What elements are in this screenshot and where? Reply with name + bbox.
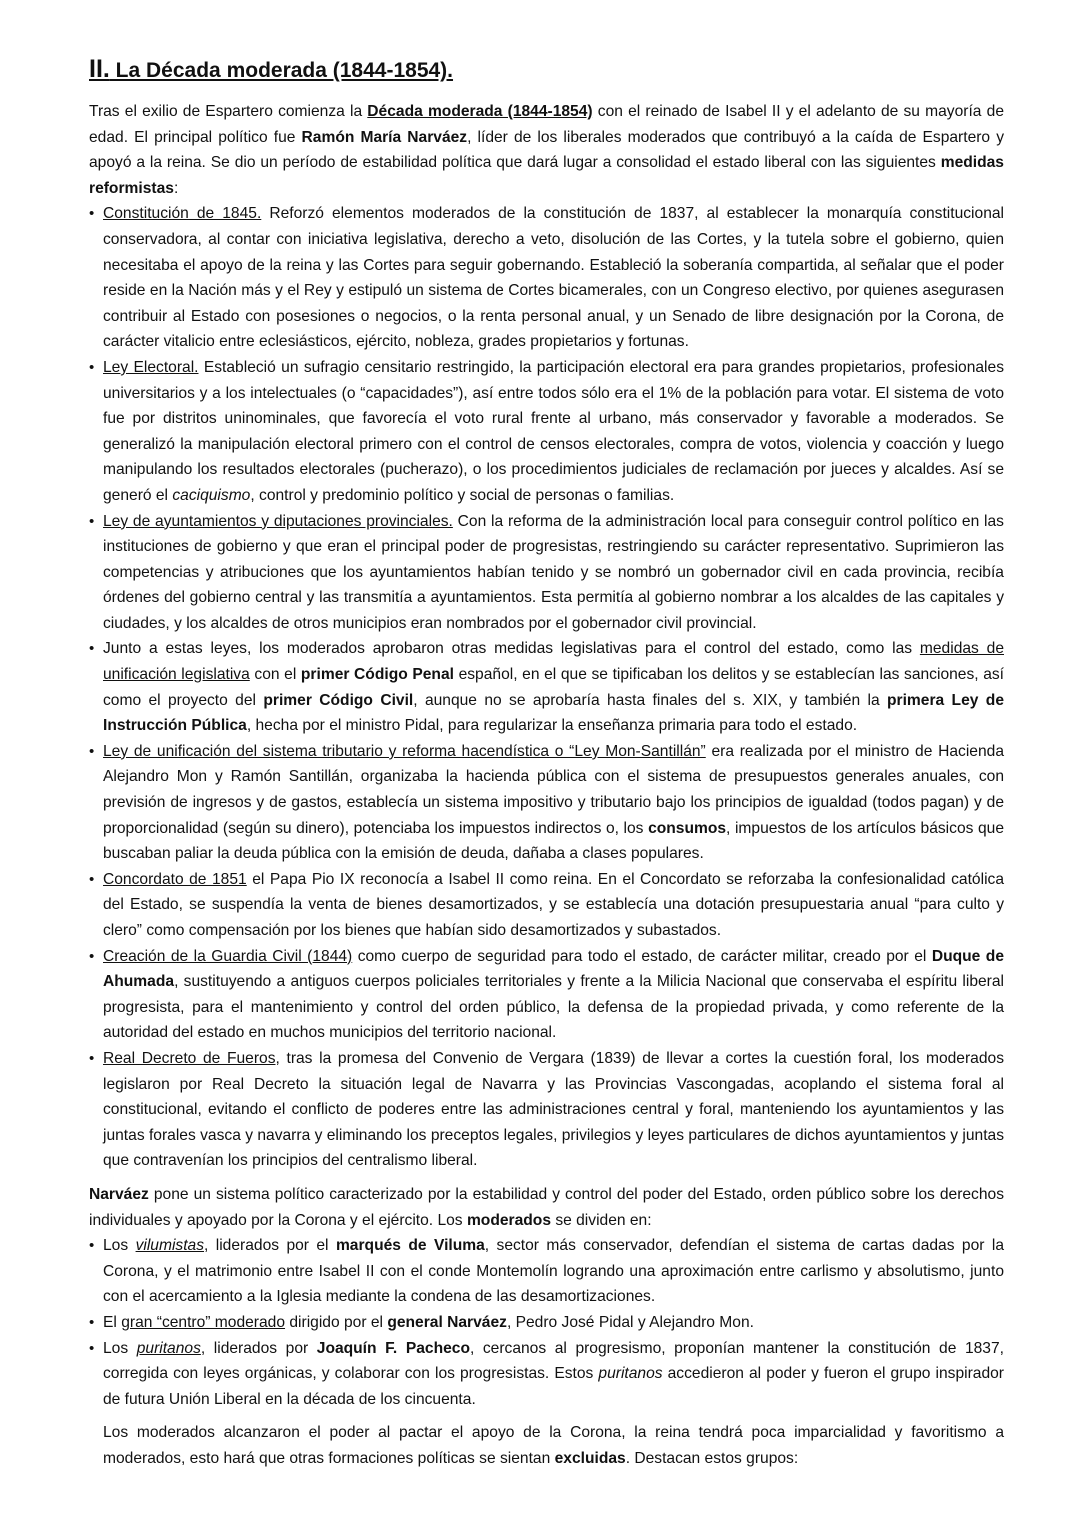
item-text: dirigido por el: [285, 1313, 388, 1331]
item-title: Ley de unificación del sistema tributario y reforma hacendística o “Ley Mon-Santillán”: [103, 742, 706, 760]
item-text: , Pedro José Pidal y Alejandro Mon.: [506, 1313, 754, 1331]
item-text: Estableció un sufragio censitario restringido, la participación electoral era para grandes propietarios, profesionales universitarios y a los intelectuales (o “capacidades”), así entre todos sólo era el 1% de la población para votar. El sistema de voto fue por distritos uninominales, que favorecía el voto rural frente al urbano, más conservador y favorable a moderados. Se generalizó la manipulación electoral primero con el control de censos electorales, compra de votos, violencia y coacción y luego manipulando los resultados electorales (pucherazo), o los procedimientos judiciales de reclamación por jueces y alcaldes. Así se generó el: [103, 358, 1004, 504]
narvaez-name: Narváez: [89, 1185, 149, 1203]
unificacion-term: medidas de unificación legislativa: [103, 640, 1004, 684]
medidas-reformistas-term: medidas reformistas: [89, 154, 1004, 197]
item-title: Creación de la Guardia Civil (1844): [103, 947, 353, 965]
puritanos-term: puritanos: [136, 1339, 201, 1357]
puritanos-term: puritanos: [598, 1365, 663, 1383]
text-span: pone un sistema político caracterizado por la estabilidad y control del poder del Estado, orden público sobre los derechos individuales y apoyado por la Corona y el ejército. Los: [89, 1185, 1004, 1229]
consumos-term: consumos: [648, 819, 727, 837]
item-text: , tras la promesa del Convenio de Vergara (1839) de llevar a cortes la cuestión foral, los moderados legislaron por Real Decreto la situación legal de Navarra y las Provincias Vascongadas, acoplando el sistema foral al constitucional, evitando el conflicto de poderes entre las administraciones central y foral, manteniendo los ayuntamientos y las juntas forales vasca y navarra y eliminando los preceptos legales, privilegios y leyes particulares de dichos ayuntamientos y juntas que contravenían los principios del centralismo liberal.: [103, 1049, 1004, 1170]
caciquismo-term: caciquismo: [172, 486, 251, 504]
item-text: El: [103, 1313, 122, 1331]
item-text: , aunque no se aprobaría hasta finales del s. XIX, y también la: [413, 691, 887, 709]
list-item-concordato: [89, 867, 1004, 944]
list-item-ayuntamientos: [89, 509, 1004, 637]
duque-ahumada-term: Duque de Ahumada: [103, 947, 1005, 991]
intro-paragraph: [89, 99, 1004, 201]
item-text: accedieron al poder y fueron el grupo inspirador de futura Unión Liberal en la década de los cincuenta.: [103, 1365, 1004, 1408]
text-span: , líder de los liberales moderados que contribuyó a la caída de Espartero y apoyó a la reina. Se dio un período de estabilidad política que dará lugar a consolidad el estado liberal con las siguientes: [89, 128, 1004, 172]
item-text: , cercanos al progresismo, proponían mantener la constitución de 1837, corregida con leyes orgánicas, y colaborar con los progresistas. Estos: [103, 1339, 1004, 1383]
text-span: con el reinado de Isabel II y el adelanto de su mayoría de edad. El principal político fue: [89, 103, 1004, 146]
centro-term: gran “centro” moderado: [121, 1313, 286, 1331]
item-text: español, en el que se tipificaban los delitos y se establecían las sanciones, así como el proyecto del: [103, 666, 1005, 709]
section-title-text: La Década moderada (1844-1854).: [109, 59, 454, 82]
item-title: Real Decreto de Fueros: [103, 1049, 276, 1067]
list-item-fueros: [89, 1046, 1004, 1174]
list-item-guardia-civil: [89, 944, 1004, 1046]
item-title: Concordato de 1851: [103, 870, 247, 888]
list-item-centro: [89, 1310, 1004, 1336]
item-title: Constitución de 1845.: [103, 205, 262, 223]
item-text: , liderados por el: [204, 1237, 336, 1255]
item-text: era realizada por el ministro de Hacienda Alejandro Mon y Ramón Santillán, organizaba la hacienda pública con el sistema de presupuestos generales anuales, con previsión de ingresos y de gastos, establecía un sistema impositivo y tributario bajo los principios de igualdad (todos pagan) y de proporcionalidad (según su dinero), potenciaba los impuestos indirectos o, los: [103, 742, 1004, 837]
list-item-puritanos: [89, 1336, 1004, 1413]
decada-moderada-term: Década moderada (1844-1854): [367, 103, 593, 120]
item-text: el Papa Pio IX reconocía a Isabel II como reina. En el Concordato se reforzaba la confesionalidad católica del Estado, se suspendía la venta de bienes desamortizados, y se establecía una dotación presupuestaria anual “para culto y clero” como compensación por los bienes que habían sido desamortizados y subastados.: [103, 870, 1005, 939]
item-text: , control y predominio político y social de personas o familias.: [250, 486, 675, 504]
vilumistas-term: vilumistas: [135, 1237, 205, 1255]
text-span: se dividen en:: [551, 1211, 652, 1229]
general-narvaez-term: general Narváez: [387, 1313, 507, 1331]
item-title: Ley de ayuntamientos y diputaciones provinciales.: [103, 512, 453, 530]
list-item-vilumistas: [89, 1233, 1004, 1310]
item-text: con el: [249, 666, 301, 684]
excluidas-term: excluidas: [554, 1449, 626, 1467]
pacheco-term: Joaquín F. Pacheco: [316, 1339, 470, 1357]
item-text: , sector más conservador, defendían el sistema de cartas dadas por la Corona, y el matrimonio entre Isabel II con el conde Montemolín logrando una aproximación entre carlismo y absolutismo, junto con el acercamiento a la Iglesia mediante la condena de las desamortizaciones.: [103, 1237, 1004, 1306]
text-span: . Destacan estos grupos:: [625, 1449, 799, 1467]
item-title: Ley Electoral.: [103, 358, 199, 376]
codigo-civil-term: primer Código Civil: [263, 691, 414, 709]
item-text: Los: [103, 1237, 136, 1255]
item-text: , hecha por el ministro Pidal, para regularizar la enseñanza primaria para todo el estado.: [246, 717, 858, 735]
codigo-penal-term: primer Código Penal: [300, 666, 454, 684]
item-text: Con la reforma de la administración local para conseguir control político en las instituciones de gobierno y que eran el principal poder de progresistas, restringiendo su carácter representativo. Suprimieron las competencias y atribuciones que los ayuntamientos habían tenido y se nombró un gobernador civil en cada provincia, recibía órdenes del gobierno central y las transmitía a ayuntamientos. Esta permitía al gobierno nombrar a los alcaldes de las capitales y ciudades, y los alcaldes de otros municipios eran nombrados por el gobernador civil provincial.: [103, 512, 1004, 632]
measures-list: [89, 201, 1004, 1174]
item-text: , liderados por: [200, 1339, 317, 1357]
list-item-hacienda: [89, 739, 1004, 867]
text-span: Tras el exilio de Espartero comienza la: [89, 103, 368, 120]
ley-instruccion-term: primera Ley de Instrucción Pública: [103, 691, 1004, 735]
text-span: :: [173, 179, 179, 197]
item-text: Los: [103, 1339, 137, 1357]
item-text: Reforzó elementos moderados de la constitución de 1837, al establecer la monarquía constitucional conservadora, al contar con iniciativa legislativa, derecho a veto, disolución de las Cortes, y la tutela sobre el gobierno, quien necesitaba el apoyo de la reina y las Cortes para seguir gobernando. Estableció la soberanía compartida, al señalar que el poder reside en la Nación más y el Rey y estipuló un sistema de Cortes bicamerales, con un Congreso electivo, por quienes asegurasen contribuir al Estado con posesiones o negocios, o la renta personal anual, y un Senado de libre designación por la Corona, de carácter vitalicio entre eclesiásticos, ejército, nobleza, grades propietarios y fortunas.: [103, 205, 1005, 351]
item-text: , impuestos de los artículos básicos que buscaban paliar la deuda pública con la emisión de deuda, dañaba a clases populares.: [103, 819, 1004, 863]
narvaez-paragraph: [89, 1182, 1004, 1233]
list-item-constitucion: [89, 201, 1004, 355]
item-text: , sustituyendo a antiguos cuerpos policiales territoriales y frente a la Milicia Nacional que conservaba el espíritu liberal progresista, para el mantenimiento y control del orden público, la defensa de la propiedad privada, y como referente de la autoridad del estado en muchos municipios del territorio nacional.: [103, 973, 1004, 1042]
closing-paragraph: [89, 1420, 1004, 1471]
item-text: como cuerpo de seguridad para todo el estado, de carácter militar, creado por el: [352, 947, 932, 965]
list-item-codigos: [89, 636, 1004, 738]
list-item-ley-electoral: [89, 355, 1004, 509]
narvaez-name: Ramón María Narváez: [301, 128, 468, 146]
section-number: II.: [89, 55, 110, 83]
viluma-term: marqués de Viluma: [335, 1237, 485, 1255]
section-title: [89, 54, 1004, 86]
item-text: Junto a estas leyes, los moderados aprobaron otras medidas legislativas para el control del estado, como las: [103, 640, 920, 658]
groups-list: [89, 1233, 1004, 1412]
moderados-term: moderados: [466, 1211, 551, 1229]
text-span: Los moderados alcanzaron el poder al pactar el apoyo de la Corona, la reina tendrá poca imparcialidad y favoritismo a moderados, esto hará que otras formaciones políticas se sientan: [103, 1424, 1004, 1467]
